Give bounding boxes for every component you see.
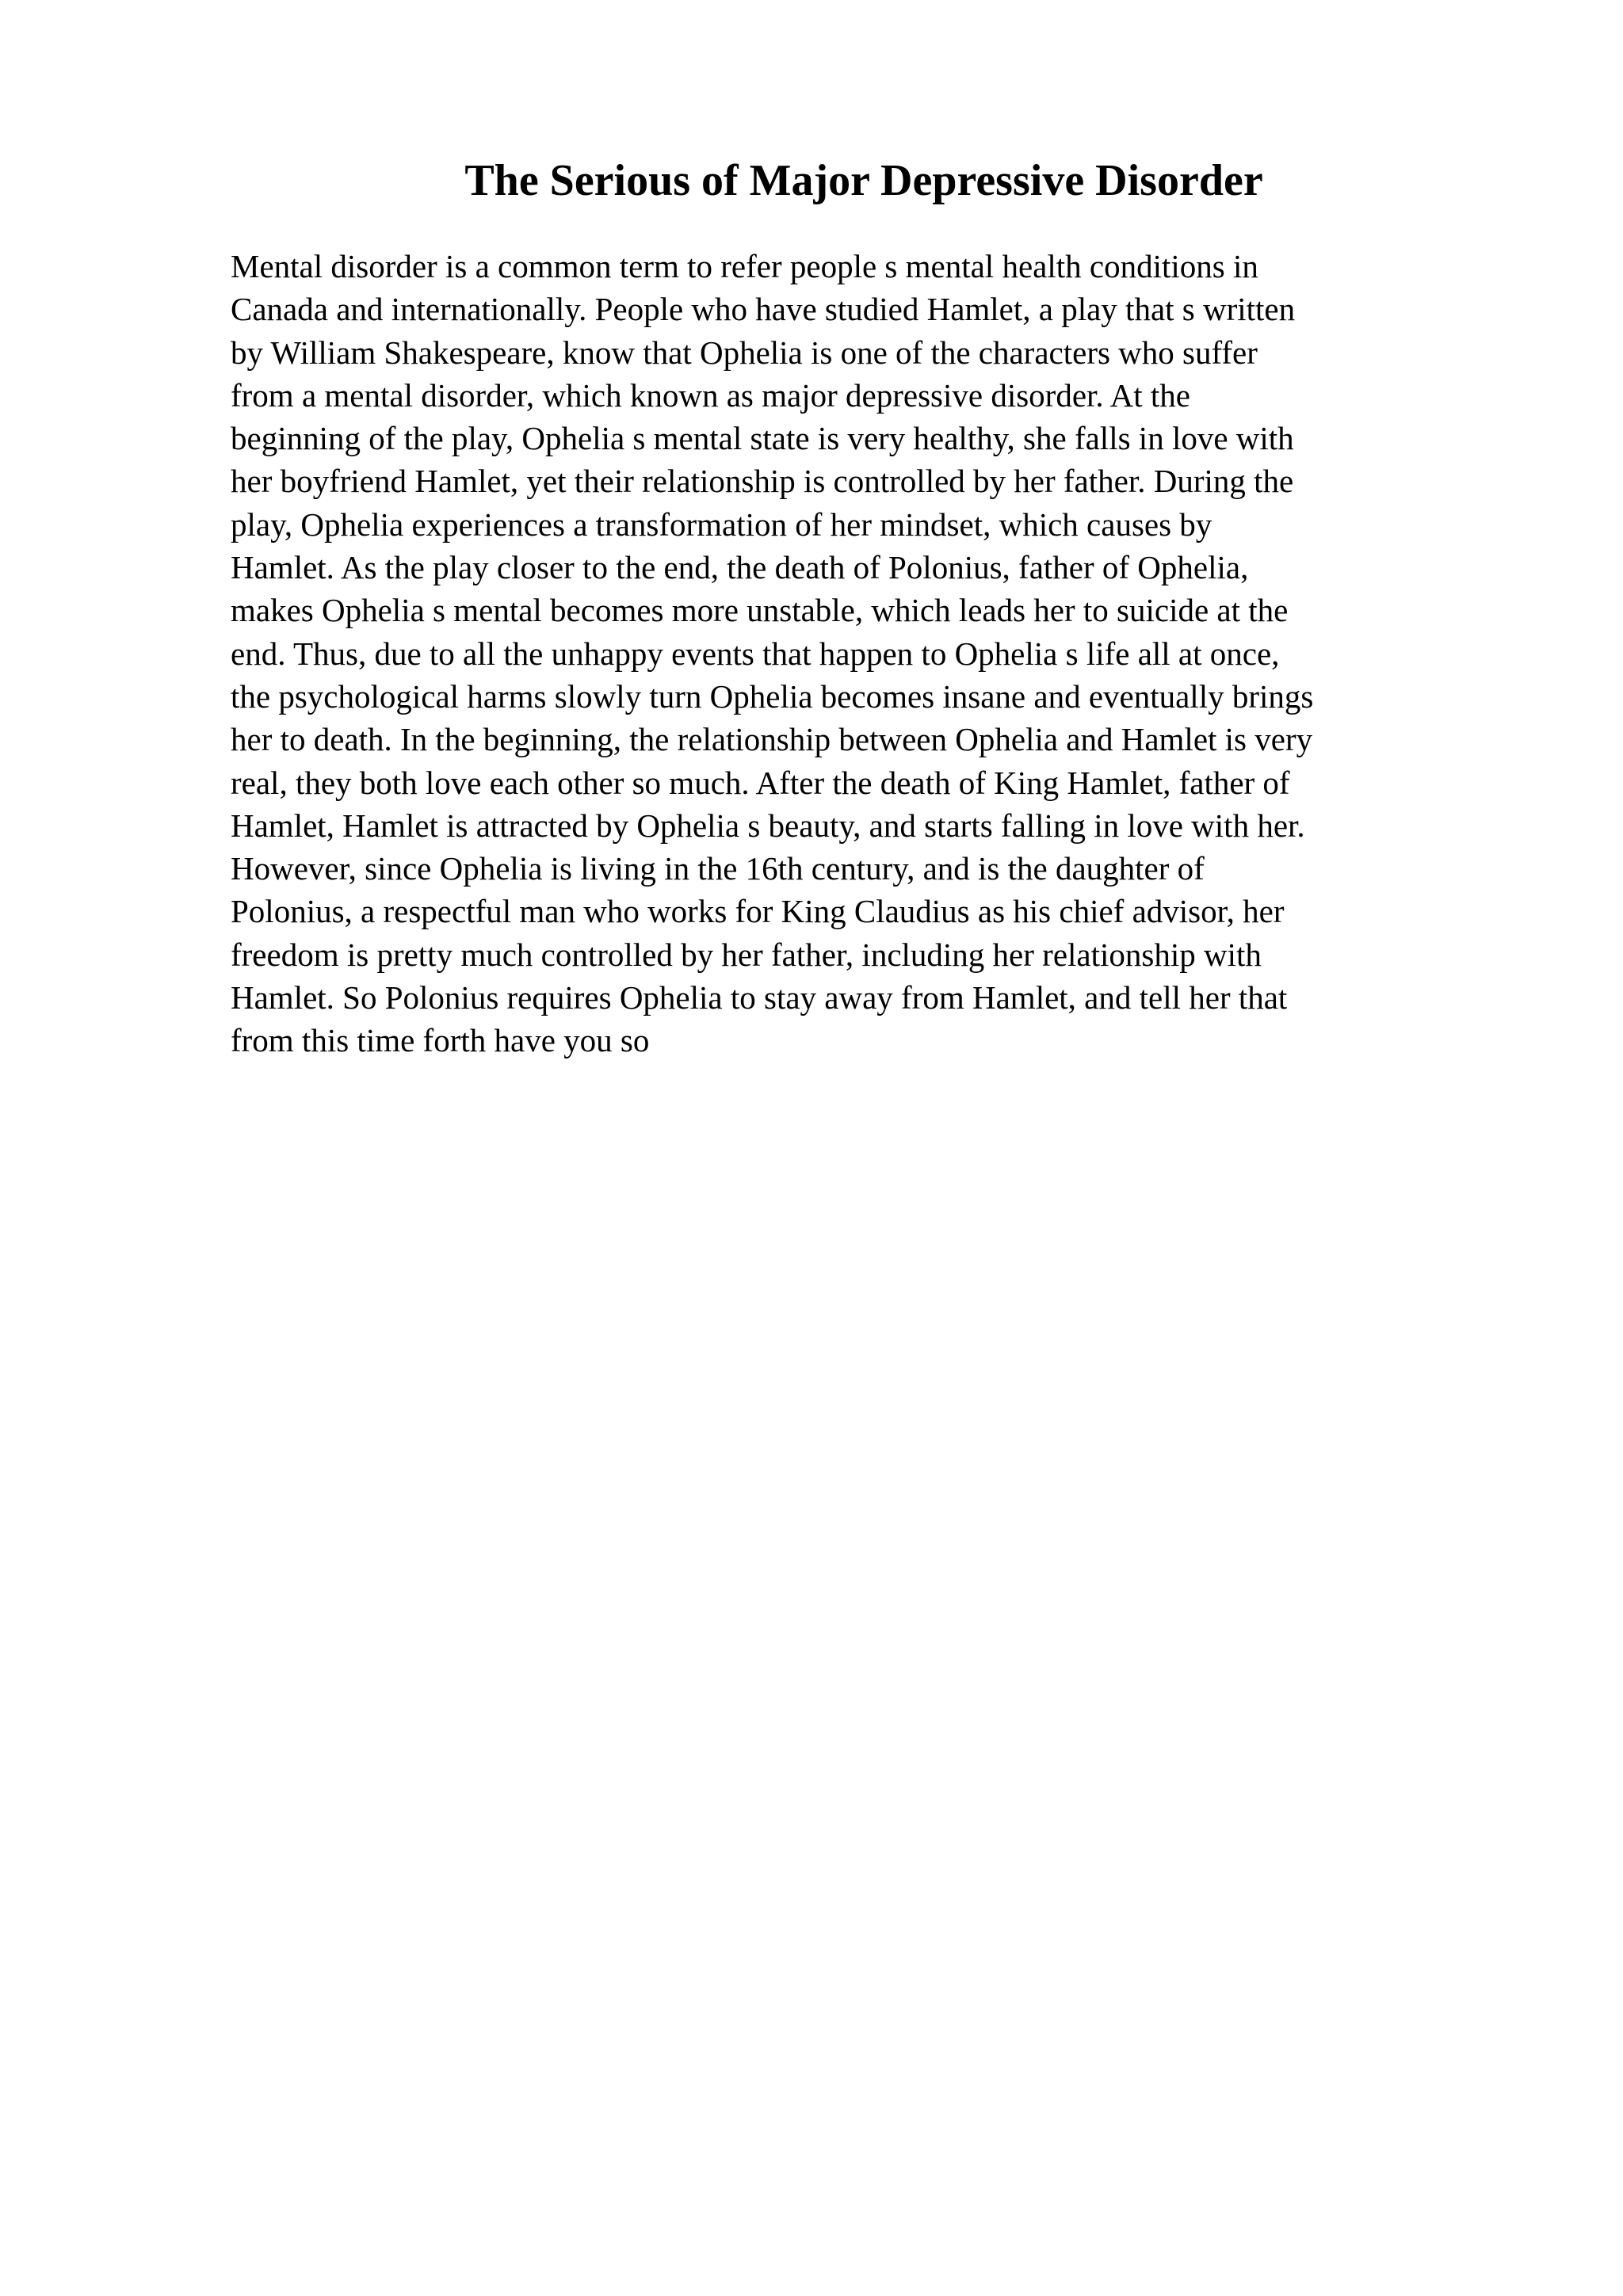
text-line: makes Ophelia s mental becomes more unstable, which leads her to suicide at the [231, 592, 1289, 629]
text-line: from a mental disorder, which known as major depressive disorder. At the [231, 376, 1190, 414]
text-line: Hamlet, Hamlet is attracted by Ophelia s beauty, and starts falling in love with her. [231, 807, 1305, 844]
text-line: play, Ophelia experiences a transformation of her mindset, which causes by [231, 505, 1212, 543]
text-line: Canada and internationally. People who have studied Hamlet, a play that s written [231, 291, 1296, 328]
text-line: beginning of the play, Ophelia s mental state is very healthy, she falls in love with [231, 420, 1294, 457]
text-line: from this time forth have you so [231, 1022, 650, 1059]
text-line: Mental disorder is a common term to refer people s mental health conditions in [231, 248, 1258, 284]
text-line: the psychological harms slowly turn Ophelia becomes insane and eventually brings [231, 677, 1314, 715]
text-line: Hamlet. So Polonius requires Ophelia to stay away from Hamlet, and tell her that [231, 979, 1288, 1016]
text-line: freedom is pretty much controlled by her father, including her relationship with [231, 936, 1262, 973]
text-line: real, they both love each other so much. After the death of King Hamlet, father of [231, 764, 1290, 801]
text-line: end. Thus, due to all the unhappy events that happen to Ophelia s life all at once, [231, 635, 1280, 672]
text-line: Polonius, a respectful man who works for King Claudius as his chief advisor, her [231, 893, 1285, 930]
text-line: her boyfriend Hamlet, yet their relationship is controlled by her father. During the [231, 463, 1294, 500]
text-line: Hamlet. As the play closer to the end, the death of Polonius, father of Ophelia, [231, 549, 1249, 586]
text-line: by William Shakespeare, know that Ophelia is one of the characters who suffer [231, 334, 1258, 371]
body-paragraph [231, 245, 1499, 1062]
document-title: The Serious of Major Depressive Disorder [464, 156, 1263, 205]
text-line: However, since Ophelia is living in the 16th century, and is the daughter of [231, 850, 1205, 887]
text-line: her to death. In the beginning, the relationship between Ophelia and Hamlet is very [231, 721, 1313, 758]
